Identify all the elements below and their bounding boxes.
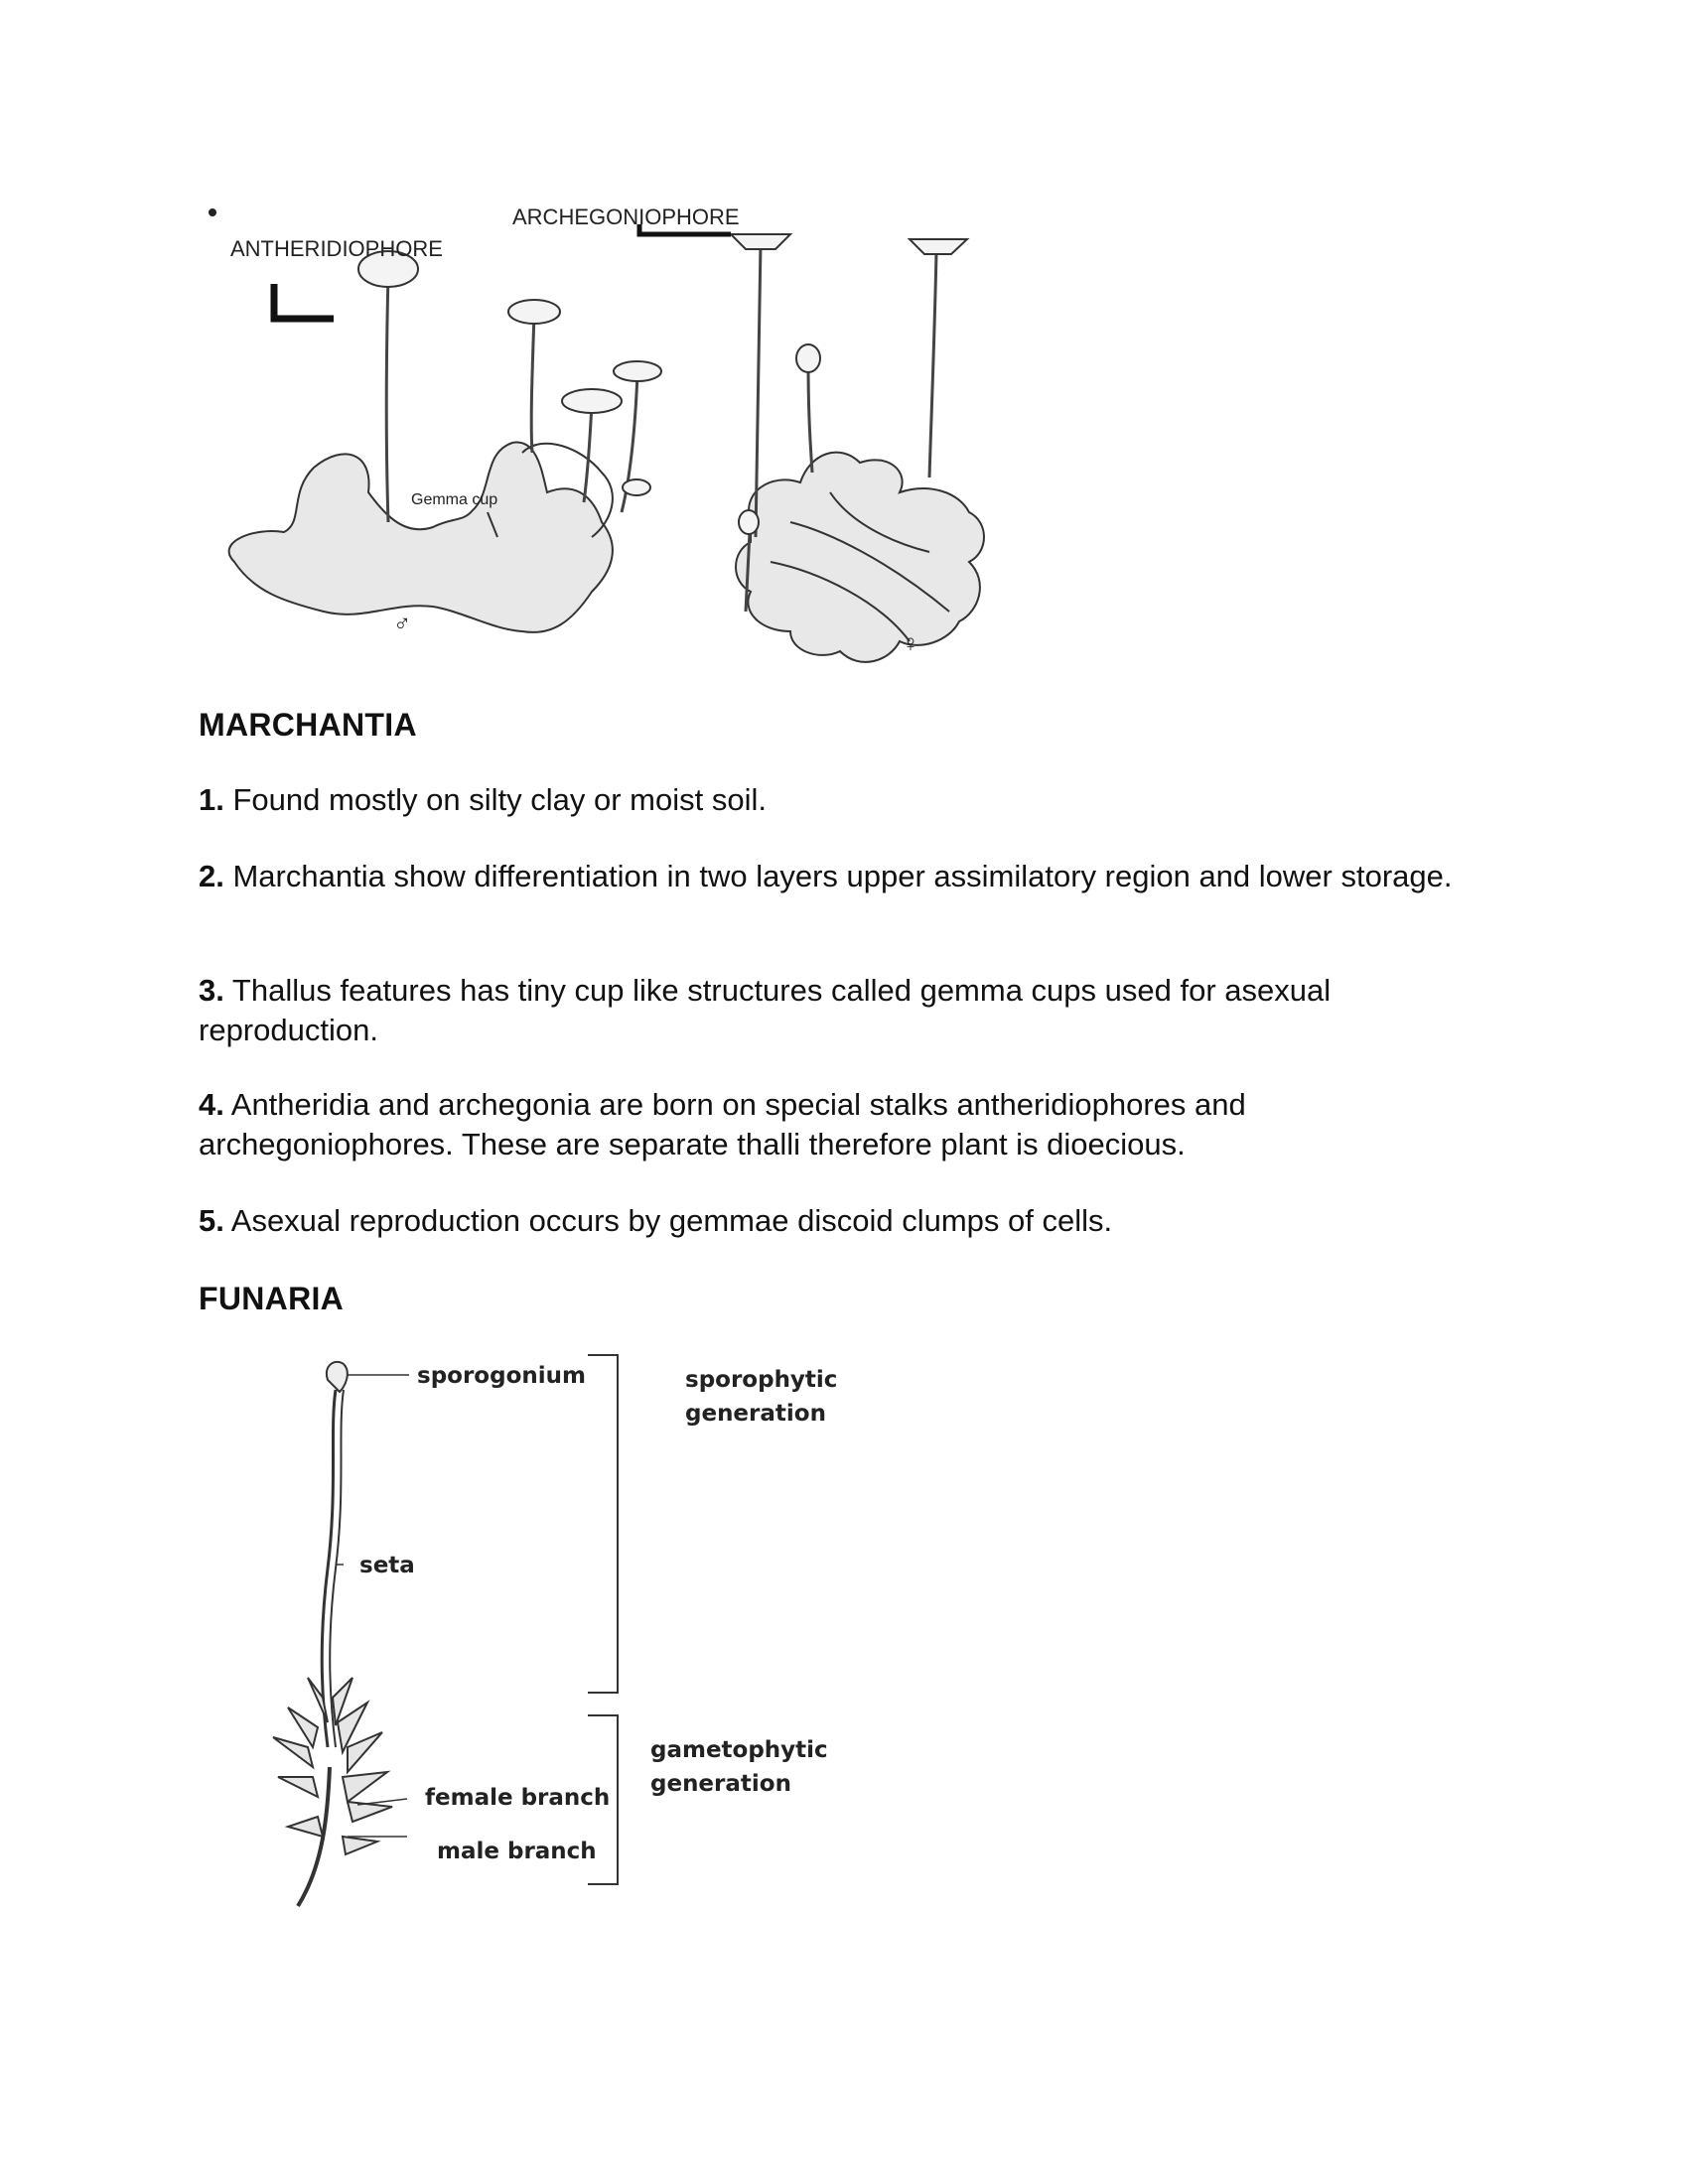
funaria-figure	[218, 1350, 914, 1966]
item-text: Asexual reproduction occurs by gemmae discoid clumps of cells.	[230, 1203, 1113, 1238]
marchantia-heading: MARCHANTIA	[199, 707, 417, 743]
funaria-illustration	[218, 1350, 914, 1966]
item-number: 2.	[199, 859, 224, 893]
sporophytic-label-line1: sporophytic	[685, 1367, 838, 1393]
item-number: 3.	[199, 973, 224, 1008]
sporogonium-capsule	[327, 1362, 348, 1392]
gametophytic-label-line1: gametophytic	[650, 1737, 828, 1763]
marchantia-item-4	[199, 1085, 1489, 1164]
seta-stalk	[322, 1390, 336, 1747]
seta-label: seta	[359, 1553, 415, 1578]
item-number: 4.	[199, 1087, 224, 1122]
male-thallus	[229, 443, 613, 632]
marchantia-item-2	[199, 857, 1489, 896]
marchantia-item-1	[199, 780, 1489, 820]
marchantia-item-3	[199, 971, 1489, 1050]
item-text: Marchantia show differentiation in two layers upper assimilatory region and lower storage.	[232, 859, 1453, 893]
item-text: Found mostly on silty clay or moist soil.	[232, 782, 767, 817]
archegoniophore-label: ARCHEGONIOPHORE	[512, 205, 740, 229]
antheridiophore-pointer	[274, 284, 334, 319]
antheridiophore-label: ANTHERIDIOPHORE	[230, 236, 443, 261]
female-thallus	[736, 453, 984, 662]
marchantia-figure	[195, 195, 1049, 681]
marchantia-item-5	[199, 1201, 1489, 1241]
female-symbol: ♀	[902, 630, 919, 657]
female-branch-label: female branch	[425, 1785, 611, 1811]
item-number: 5.	[199, 1203, 224, 1238]
funaria-heading: FUNARIA	[199, 1281, 345, 1316]
gemma-cup-label: Gemma cup	[411, 491, 498, 508]
gametophytic-label-line2: generation	[650, 1771, 791, 1797]
sporogonium-label: sporogonium	[417, 1363, 586, 1389]
male-symbol: ♂	[393, 611, 411, 637]
marchantia-illustration	[195, 195, 1049, 681]
male-branch-label: male branch	[437, 1839, 597, 1864]
item-text: Antheridia and archegonia are born on special stalks antheridiophores and archegoniophores. These are separate thalli therefore plant is dioecious.	[199, 1087, 1246, 1161]
bullet-dot	[209, 208, 216, 216]
item-text: Thallus features has tiny cup like structures called gemma cups used for asexual reproduction.	[199, 973, 1332, 1047]
sporophytic-label-line2: generation	[685, 1401, 826, 1427]
item-number: 1.	[199, 782, 224, 817]
sporophytic-bracket	[588, 1355, 618, 1693]
